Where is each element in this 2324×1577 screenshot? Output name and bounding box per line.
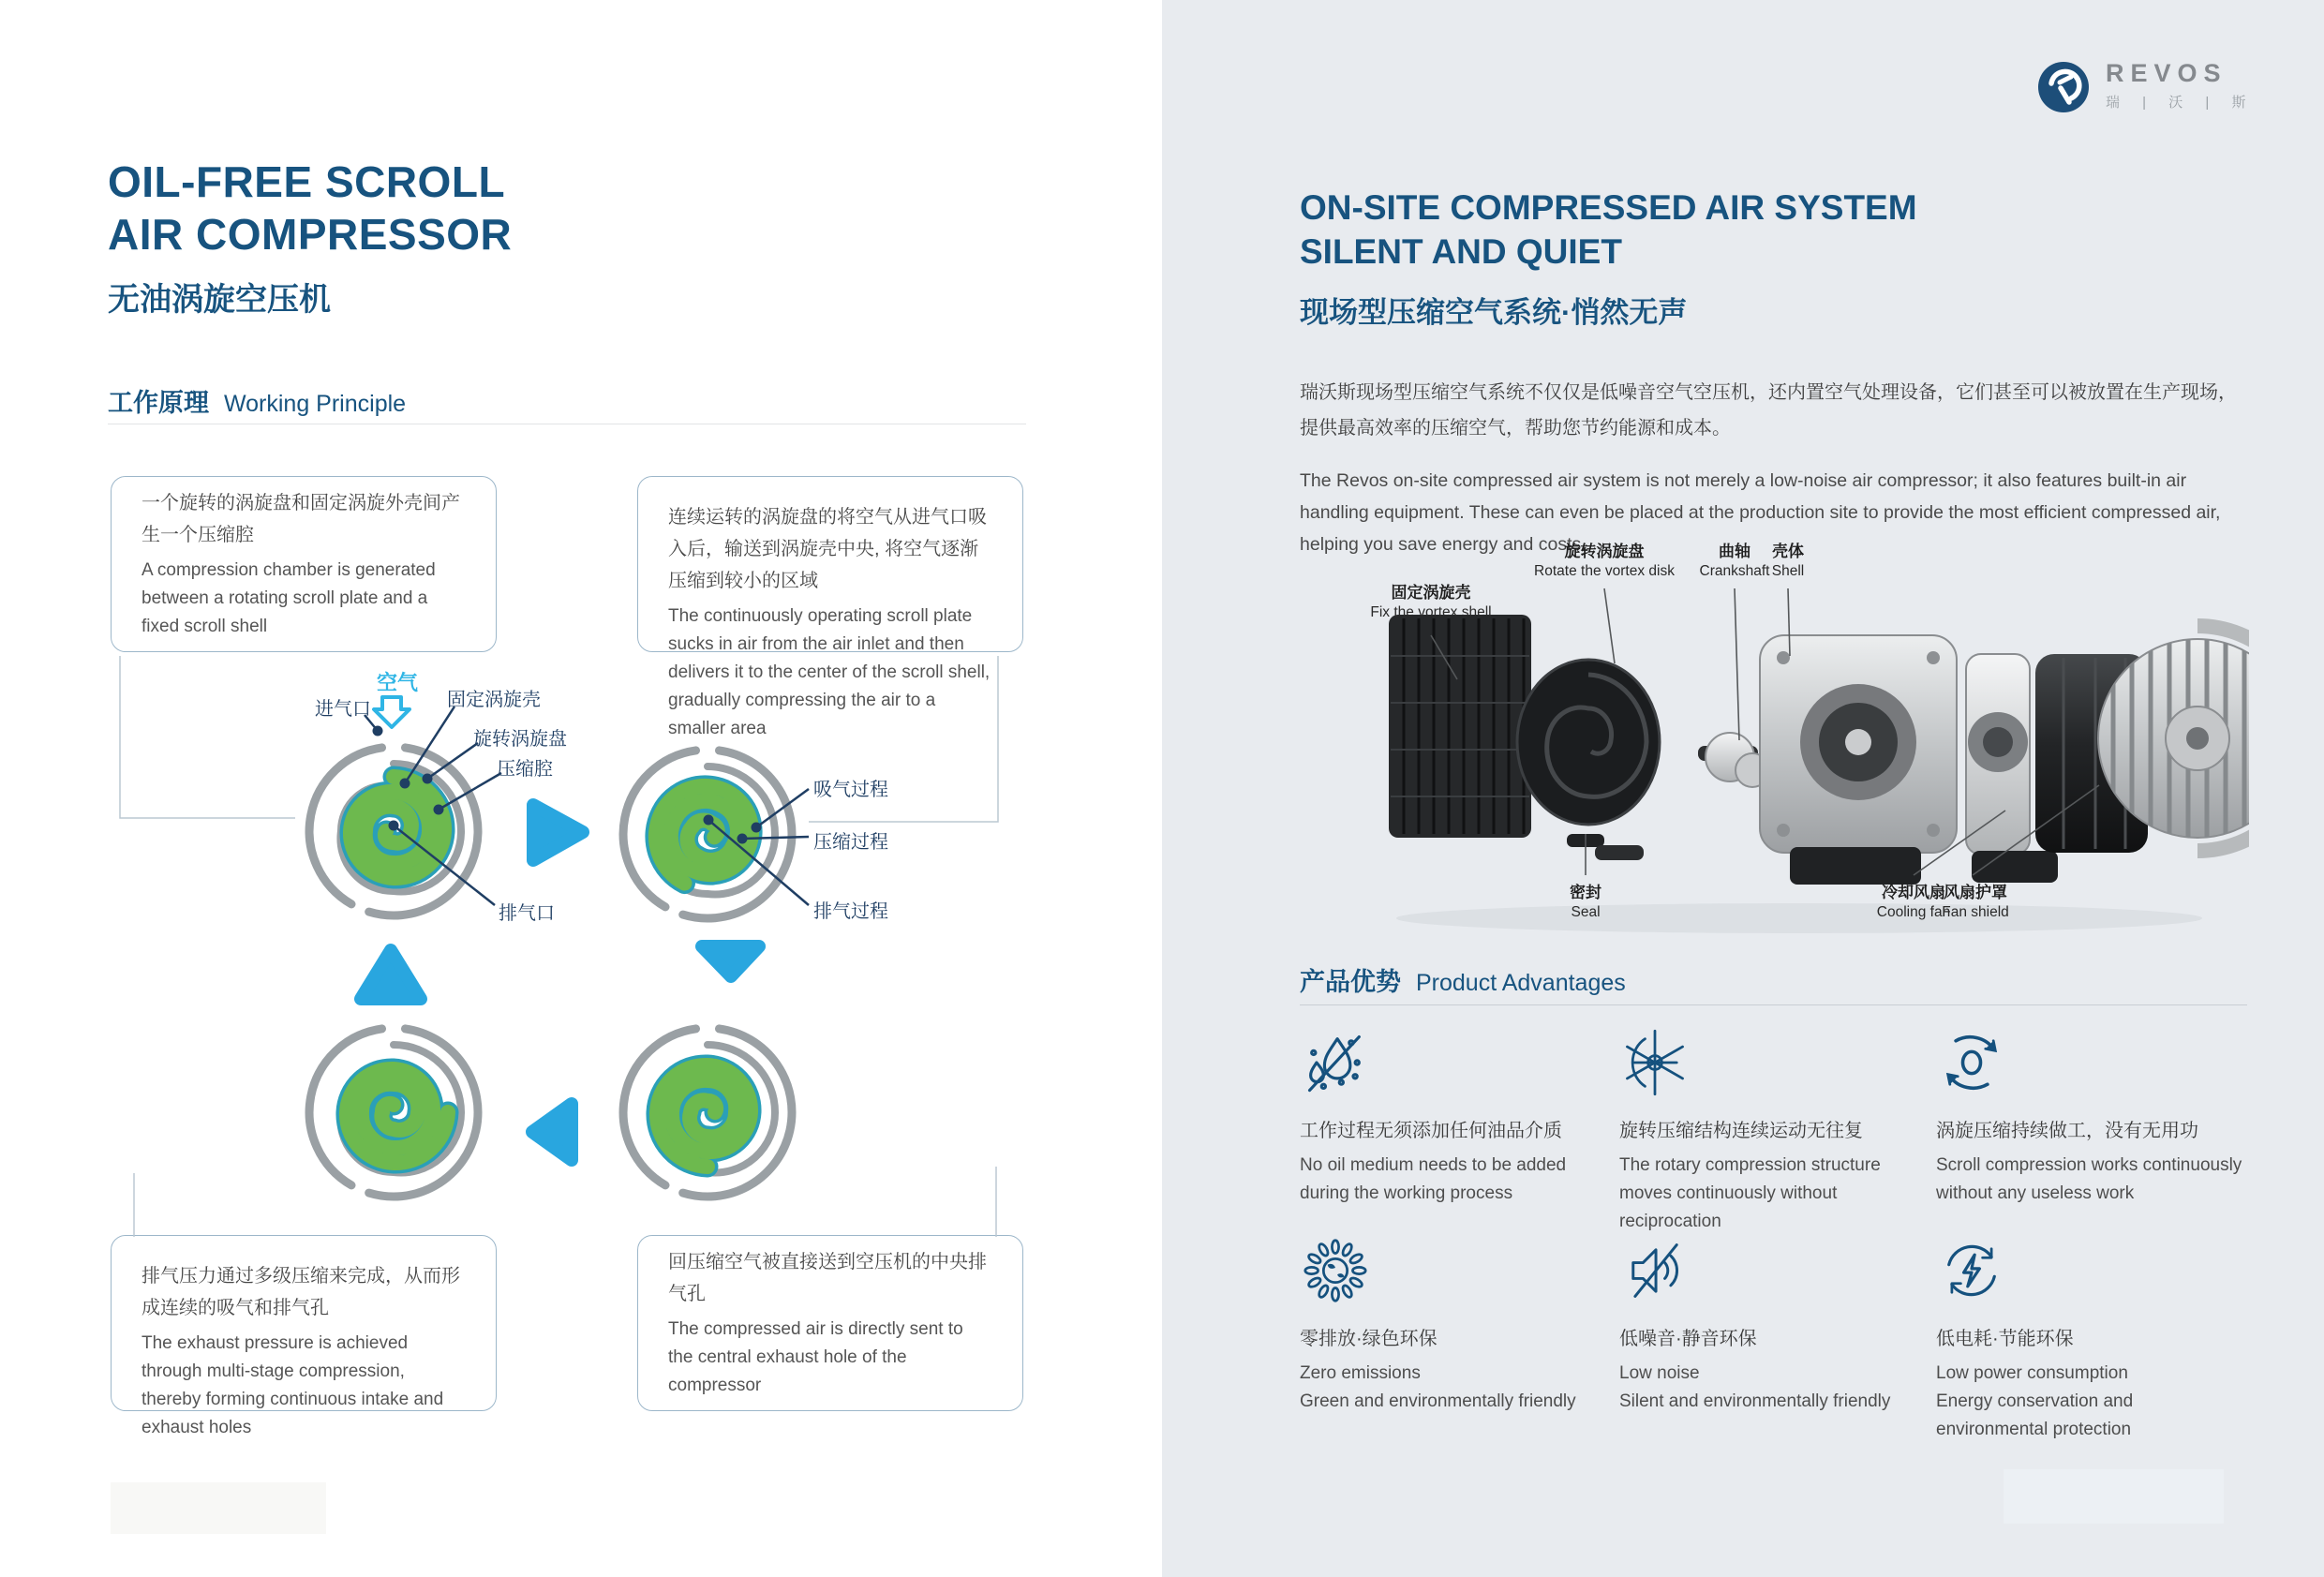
rotating-disk-label: 旋转涡旋盘: [473, 729, 567, 750]
intro-paragraph-cn: 瑞沃斯现场型压缩空气系统不仅仅是低噪音空气空压机，还内置空气处理设备，它们甚至可以被放置在生产现场，提供最高效率的压缩空气，帮助您节约能源和成本。: [1300, 382, 2237, 439]
housing-part: [1760, 635, 1957, 885]
callout-box-4: [637, 1235, 1023, 1411]
fix-shell-label: [1370, 583, 1491, 622]
arrow-down-icon: [702, 946, 759, 976]
scroll-cycle-diagram: [94, 656, 1031, 1237]
advantage-zero-emissions: [1300, 1235, 1581, 1416]
advantage-cn: 低噪音·静音环保: [1619, 1329, 1757, 1349]
air-label: 空气: [377, 671, 419, 694]
intro-paragraph-en: The Revos on-site compressed air system is not merely a low-noise air compressor; it also features built-in air handling equipment. These can even be placed at the production site to provide the most efficient compressed air, helping you save energy and costs.: [1300, 470, 2221, 555]
seal-label-en: Seal: [1571, 904, 1601, 920]
heat-sink-part: [1389, 615, 1531, 838]
advantage-en2: Silent and environmentally friendly: [1619, 1391, 1891, 1411]
crankshaft-label-cn: 曲轴: [1718, 543, 1750, 560]
seal-part: [1567, 834, 1644, 860]
no-oil-icon: [1300, 1027, 1581, 1098]
compression-process-label: 压缩过程: [813, 832, 888, 853]
fan-shield-label: [1942, 883, 2009, 922]
seal-label-cn: 密封: [1570, 884, 1601, 901]
advantage-en2: Energy conservation and environmental protection: [1936, 1391, 2134, 1439]
advantages-header: [1300, 961, 1626, 998]
advantages-header-en: Product Advantages: [1416, 970, 1626, 996]
continuous-cycle-icon: [1936, 1027, 2245, 1098]
working-principle-cn: 工作原理: [108, 389, 209, 417]
revos-logo-name: REVOS: [2106, 59, 2227, 87]
revos-emblem-icon: [2036, 60, 2091, 114]
crankshaft-label: [1700, 542, 1770, 581]
rotate-disk-label: [1534, 542, 1675, 581]
advantage-no-oil: [1300, 1027, 1581, 1208]
callout-4-cn: 回压缩空气被直接送到空压机的中央排气孔: [668, 1252, 987, 1304]
callout-2-cn: 连续运转的涡旋盘的将空气从进气口吸入后，输送到涡旋壳中央, 将空气逐渐压缩到较小的区域: [668, 507, 987, 591]
fixed-shell-label: 固定涡旋壳: [447, 690, 541, 710]
fan-shield-label-cn: 风扇护罩: [1943, 884, 2007, 901]
right-title-line1: ON-SITE COMPRESSED AIR SYSTEM: [1300, 188, 1917, 227]
suction-process-label: 吸气过程: [813, 780, 888, 800]
callout-2-en: The continuously operating scroll plate sucks in air from the air inlet and then delivers it to the center of the scroll shell, gradually compressing the air to a smaller area: [668, 606, 991, 738]
advantage-continuous: [1936, 1027, 2245, 1208]
cooling-fan-label: [1877, 883, 1950, 922]
callout-3-cn: 排气压力通过多级压缩来完成，从而形成连续的吸气和排气孔: [142, 1266, 460, 1318]
air-down-arrow-icon: [374, 697, 410, 727]
callout-3-en: The exhaust pressure is achieved through multi-stage compression, thereby forming continuous intake and exhaust holes: [142, 1333, 444, 1437]
eco-globe-icon: [1300, 1235, 1581, 1306]
advantage-cn: 工作过程无须添加任何油品介质: [1300, 1121, 1562, 1141]
advantage-en: Zero emissions: [1300, 1363, 1421, 1383]
callout-1-en: A compression chamber is generated between a rotating scroll plate and a fixed scroll shell: [142, 560, 436, 636]
chamber-label: 压缩腔: [497, 759, 553, 780]
advantages-divider: [1300, 1004, 2247, 1005]
mute-speaker-icon: [1619, 1235, 1900, 1306]
cooling-fan-label-cn: 冷却风扇: [1881, 884, 1945, 901]
advantage-cn: 旋转压缩结构连续运动无往复: [1619, 1121, 1863, 1141]
scroll-disk-part: [1517, 660, 1660, 825]
crankshaft-label-en: Crankshaft: [1699, 563, 1770, 579]
page-title-cn: 无油涡旋空压机: [108, 282, 331, 318]
arrow-up-icon: [361, 950, 421, 999]
page-title: [108, 156, 512, 260]
right-footer-watermark: [2004, 1469, 2224, 1524]
revos-logo: [2036, 60, 2255, 114]
right-title: [1300, 186, 1917, 274]
exploded-shadow: [1396, 903, 2202, 933]
shell-label-en: Shell: [1771, 563, 1805, 579]
right-title-cn: 现场型压缩空气系统·悄然无声: [1300, 296, 1688, 329]
advantage-rotary: [1619, 1027, 1900, 1236]
callout-4-en: The compressed air is directly sent to the central exhaust hole of the compressor: [668, 1319, 963, 1395]
page-title-line1: OIL-FREE SCROLL: [108, 157, 506, 206]
fix-shell-label-cn: 固定涡旋壳: [1391, 584, 1471, 602]
callout-1-cn: 一个旋转的涡旋盘和固定涡旋外壳间产生一个压缩腔: [142, 493, 460, 545]
callout-box-2: [637, 476, 1023, 738]
right-title-line2: SILENT AND QUIET: [1300, 232, 1622, 271]
cooling-fan-label-en: Cooling fan: [1876, 904, 1951, 920]
advantage-en: Scroll compression works continuously without any useless work: [1936, 1155, 2242, 1203]
working-principle-header: [108, 382, 406, 419]
rotate-disk-label-en: Rotate the vortex disk: [1534, 563, 1675, 579]
revos-logo-cn: 瑞 | 沃 | 斯: [2106, 95, 2256, 111]
energy-saving-icon: [1936, 1235, 2245, 1306]
spiral-stage-3: [309, 1029, 478, 1197]
left-footer-watermark: [111, 1482, 326, 1534]
fan-shield-label-en: Fan shield: [1942, 904, 2009, 920]
advantage-low-noise: [1619, 1235, 1900, 1416]
callout-box-1: [111, 476, 497, 652]
crankshaft-part: [1698, 733, 1769, 787]
advantage-en: No oil medium needs to be added during the working process: [1300, 1155, 1567, 1203]
advantage-cn: 低电耗·节能环保: [1936, 1329, 2074, 1349]
callout-box-3: [111, 1235, 497, 1437]
revos-logo-text: [2106, 60, 2255, 112]
working-principle-en: Working Principle: [224, 391, 407, 417]
advantages-header-cn: 产品优势: [1300, 968, 1401, 996]
advantage-cn: 零排放·绿色环保: [1300, 1329, 1438, 1349]
advantage-en: The rotary compression structure moves continuously without reciprocation: [1619, 1155, 1881, 1231]
exhaust-process-label: 排气过程: [813, 901, 888, 922]
arrow-left-icon: [532, 1104, 572, 1160]
spiral-stage-1: [309, 748, 478, 915]
page-title-line2: AIR COMPRESSOR: [108, 210, 513, 259]
advantage-en: Low power consumption: [1936, 1363, 2128, 1383]
inlet-label: 进气口: [315, 699, 371, 720]
seal-label: [1570, 883, 1601, 922]
rotate-disk-label-cn: 旋转涡旋盘: [1564, 543, 1645, 560]
arrow-right-icon: [533, 805, 583, 860]
advantage-cn: 涡旋压缩持续做工，没有无用功: [1936, 1121, 2198, 1141]
spiral-stage-4: [623, 1029, 792, 1197]
advantage-en: Low noise: [1619, 1363, 1700, 1383]
advantage-en2: Green and environmentally friendly: [1300, 1391, 1576, 1411]
shell-label-cn: 壳体: [1772, 543, 1804, 560]
advantage-low-power: [1936, 1235, 2245, 1444]
fix-shell-label-en: Fix the vortex shell: [1370, 604, 1492, 620]
rotary-structure-icon: [1619, 1027, 1900, 1098]
spiral-stage-2: [623, 751, 792, 918]
exhaust-port-label: 排气口: [499, 903, 555, 924]
shell-label: [1772, 542, 1804, 581]
